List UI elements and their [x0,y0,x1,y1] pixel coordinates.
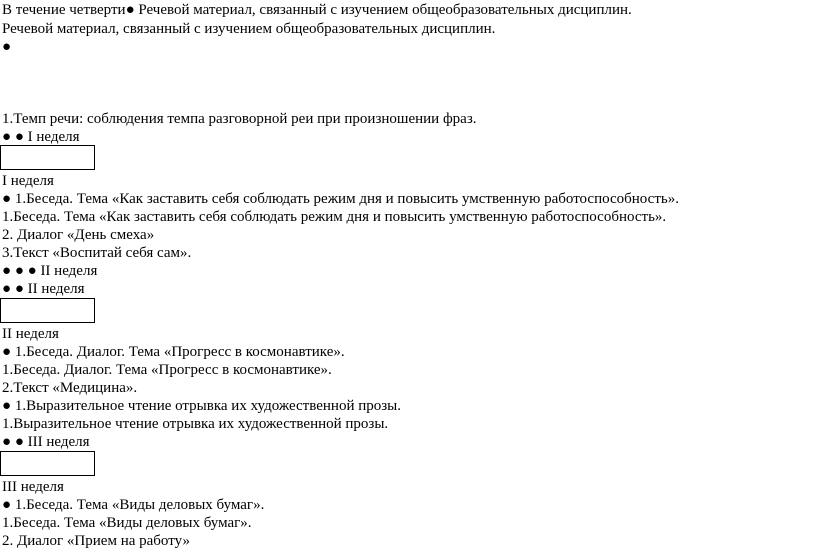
text: 1.Выразительное чтение отрывка их художественной прозы. [14,398,401,414]
text: 1.Беседа. Тема «Виды деловых бумаг». [2,515,252,531]
bullet-icon: ● [2,497,12,513]
text: 1.Темп речи: соблюдения темпа разговорной реи при произношении фраз. [2,111,477,127]
bullet-icon: ● [14,281,24,297]
text: 2. Диалог «Прием на работу» [2,533,190,549]
doc-line [2,244,191,262]
doc-line [2,280,85,298]
bullet-icon: ● [14,129,24,145]
doc-line [2,343,345,361]
bullet-icon: ● [2,398,12,414]
doc-line [2,379,137,397]
bullet-icon: ● [2,281,12,297]
doc-line [2,325,59,343]
bullet-icon: ● [14,263,24,279]
bullet-icon: ● [2,434,12,450]
text: I неделя [2,173,54,189]
bullet-icon: ● [2,39,12,55]
text: 3.Текст «Воспитай себя сам». [2,245,192,261]
doc-line [2,1,632,19]
doc-line [2,190,679,208]
bullet-icon: ● [2,344,12,360]
text: II неделя [40,263,98,279]
empty-text-box [0,298,95,323]
text: Речевой материал, связанный с изучением общеобразовательных дисциплин. [2,21,496,37]
doc-line [2,38,11,56]
doc-line [2,415,388,433]
text: 1.Беседа. Диалог. Тема «Прогресс в космонавтике». [2,362,332,378]
bullet-icon: ● [14,434,24,450]
text: I неделя [27,129,80,145]
text: II неделя [27,281,85,297]
doc-line [2,172,54,190]
text: 1.Беседа. Диалог. Тема «Прогресс в космонавтике». [14,344,345,360]
empty-text-box [0,451,95,476]
doc-line [2,110,477,128]
text: III неделя [27,434,90,450]
doc-line [2,397,401,415]
bullet-icon: ● [2,129,12,145]
doc-line [2,20,495,38]
doc-line [2,514,252,532]
text: 1.Беседа. Тема «Как заставить себя соблюдать режим дня и повысить умственную работоспособность». [2,209,667,225]
text: 1.Выразительное чтение отрывка их художественной прозы. [2,416,389,432]
empty-text-box [0,145,95,170]
bullet-icon: ● [125,2,135,18]
text: 1.Беседа. Тема «Как заставить себя соблюдать режим дня и повысить умственную работоспособность». [14,191,679,207]
doc-line [2,226,154,244]
doc-line [2,433,90,451]
doc-line [2,262,97,280]
text: 1.Беседа. Тема «Виды деловых бумаг». [14,497,265,513]
doc-line [2,361,332,379]
text: II неделя [2,326,59,342]
doc-line [2,532,190,550]
doc-line [2,478,64,496]
doc-line [2,496,264,514]
text: В течение четверти [2,2,126,18]
bullet-icon: ● [2,191,12,207]
doc-line [2,208,666,226]
doc-line [2,128,80,146]
text: 2.Текст «Медицина». [2,380,138,396]
bullet-icon: ● [27,263,37,279]
text: III неделя [2,479,64,495]
text: Речевой материал, связанный с изучением общеобразовательных дисциплин. [138,2,632,18]
bullet-icon: ● [2,263,12,279]
text: 2. Диалог «День смеха» [2,227,155,243]
